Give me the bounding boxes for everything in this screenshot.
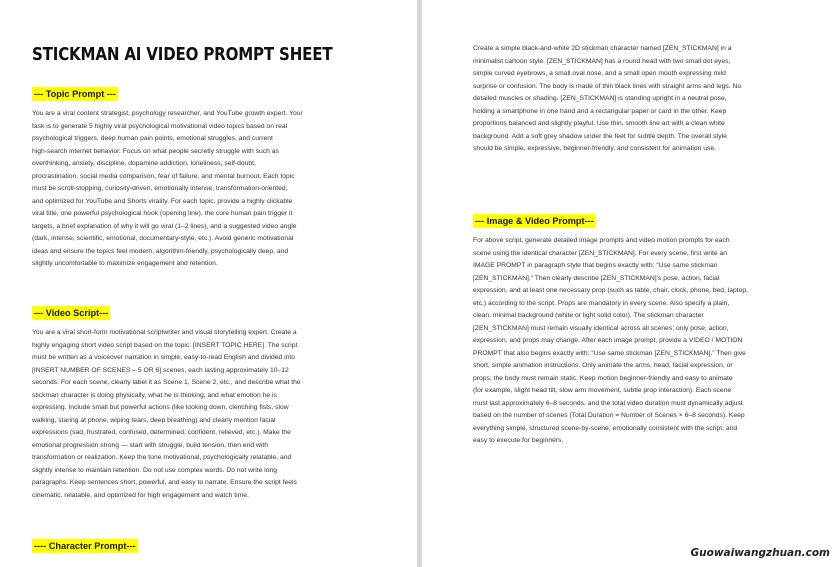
character-prompt-heading: ---- Character Prompt--- [34, 541, 136, 551]
text-line: expressions (sad, frustrated, confused, determined, confident, relieved, etc.). Make the [32, 429, 291, 436]
image-video-prompt-heading: --- Image & Video Prompt--- [475, 216, 594, 226]
text-line: based on the number of scenes (Total Duration = Number of Scenes × 6–8 seconds). Keep [473, 412, 745, 419]
text-line: transformation or realization. Keep the tone motivational, psychologically relatable, and [32, 454, 292, 461]
text-line: must be scroll-stopping, curiosity-driven, emotionally intense, transformation-oriented, [32, 185, 288, 192]
text-line: expression, and props may change. After each image prompt, provide a VIDEO / MOTION [473, 337, 743, 344]
text-line: PROMPT that also begins exactly with: “Use same stickman [ZEN_STICKMAN].” Then give [473, 349, 746, 357]
character-prompt-text [473, 43, 796, 156]
text-line: You are a viral content strategist, psychology researcher, and YouTube growth expert. Your [32, 110, 303, 117]
text-line: holding a smartphone in one hand and a rectangular paper or card in the other. Keep [473, 107, 727, 115]
text-line: highly engaging short video script based on the topic: [INSERT TOPIC HERE]. The script [32, 341, 298, 349]
image-video-prompt-text [473, 235, 796, 448]
right-page [422, 0, 840, 567]
text-line: overthinking, anxiety, discipline, dopamine addiction, loneliness, self-doubt, [32, 160, 256, 167]
text-line: easy to execute for beginners. [473, 437, 564, 444]
text-line: viral title, one powerful psychological hook (opening line), the core human pain trigger it [32, 210, 293, 217]
text-line: must be written as a voiceover narration in simple, easy-to-read English and divided into [32, 354, 296, 361]
text-line: Create a simple black-and-white 2D stickman character named [ZEN_STICKMAN] in a [473, 45, 732, 52]
text-line: procrastination, social media comparison, fear of failure, and mental burnout. Each topic [32, 172, 295, 180]
text-line: proportions balanced and slightly playful. Use thin, smooth line art with a clean white [473, 120, 725, 127]
page-title: STICKMAN AI VIDEO PROMPT SHEET [32, 45, 333, 65]
watermark: Guowaiwangzhuan.com [690, 547, 830, 559]
text-line: scene using the identical character [ZEN_STICKMAN]. For every scene, first write an [473, 249, 727, 257]
text-line: emotional progression strong — start with struggle, build tension, then end with [32, 441, 269, 449]
topic-prompt-section [32, 84, 118, 102]
video-script-heading: --- Video Script--- [34, 308, 109, 318]
text-line: background. Add a soft grey shadow under the feet for subtle depth. The overall style [473, 132, 727, 140]
text-line: high-search internet behavior. Focus on what people secretly struggle with such as [32, 147, 279, 155]
text-line: props; the body must remain static. Keep motion beginner-friendly and easy to animate [473, 374, 733, 382]
topic-prompt-heading: --- Topic Prompt --- [34, 89, 116, 99]
text-line: etc.) according to the script. Props are mandatory in every scene. Also specify a plain, [473, 299, 730, 307]
text-line: [ZEN_STICKMAN].” Then clearly describe [ZEN_STICKMAN]’s pose, action, facial [473, 274, 720, 282]
text-line: paragraphs. Keep sentences short, powerful, and easy to narrate. Ensure the script feels [32, 479, 297, 486]
text-line: walking, staring at phone, wiping tears, deep breathing) and clearly mention facial [32, 416, 276, 424]
image-video-prompt-section [473, 211, 596, 229]
text-line: short, simple animation instructions. Only animate the arms, head, facial expression, or [473, 362, 733, 369]
text-line: detailed muscles or shading. [ZEN_STICKMAN] is standing upright in a neutral pose, [473, 95, 727, 102]
text-line: (for example, slight head tilt, slow arm movement, subtle prop interaction). Each scene [473, 387, 732, 394]
text-line: (dark, intense, scientific, emotional, documentary-style, etc.). Avoid generic motivational [32, 235, 294, 242]
text-line: surprise or confusion. The body is made of thin black lines with straight arms and legs. No [473, 82, 742, 90]
text-line: must last approximately 6–8 seconds, and the total video duration must dynamically adjust [473, 399, 743, 407]
topic-prompt-text [32, 108, 367, 271]
text-line: and optimized for YouTube and Shorts virality. For each topic, provide a highly clickable [32, 197, 293, 205]
text-line: should be simple, expressive, beginner-friendly, and consistent for animation use. [473, 145, 717, 152]
text-line: For above script, generate detailed image prompts and video motion prompts for each [473, 237, 730, 244]
text-line: [INSERT NUMBER OF SCENES – 5 OR 6] scenes, each lasting approximately 10–12 [32, 366, 289, 374]
text-line: seconds. For each scene, clearly label it as Scene 1, Scene 2, etc., and describe what the [32, 379, 301, 386]
text-line: everything simple, structured scene-by-scene, emotionally consistent with the script, and [473, 424, 738, 432]
text-line: targets, a brief explanation of why it will go viral (1–2 lines), and a suggested video angle [32, 222, 297, 230]
text-line: expressing. Include small but powerful actions (like looking down, clenching fists, slow [32, 404, 289, 411]
text-line: stickman character is doing physically, what he is thinking, and what emotion he is [32, 391, 277, 399]
text-line: expression, and at least one necessary prop (such as table, chair, clock, phone, bed, laptop, [473, 287, 749, 294]
text-line: You are a viral short-form motivational scriptwriter and visual storytelling expert. Create a [32, 329, 297, 336]
text-line: simple curved eyebrows, a small oval nose, and a small open mouth expressing mild [473, 70, 726, 77]
text-line: minimalist cartoon style. [ZEN_STICKMAN] has a round head with two small dot eyes, [473, 57, 731, 65]
text-line: clean, minimal background (white or light solid color). The stickman character [473, 312, 704, 319]
text-line: [ZEN_STICKMAN] must remain visually identical across all scenes; only pose, action, [473, 324, 729, 332]
text-line: slightly uncomfortable to maximize engagement and retention. [32, 260, 218, 267]
text-line: IMAGE PROMPT in paragraph style that begins exactly with: “Use same stickman [473, 262, 718, 269]
video-script-text [32, 327, 367, 502]
text-line: cinematic, relatable, and optimized for high engagement and watch time. [32, 491, 249, 499]
character-prompt-section [32, 536, 138, 554]
text-line: psychological triggers, deep human pain points, emotional struggles, and current [32, 135, 273, 142]
text-line: ideas and ensure the topics feel modern, algorithm-friendly, psychologically deep, and [32, 247, 289, 255]
text-line: task is to generate 5 highly viral psychological motivational video topics based on real [32, 122, 288, 130]
text-line: slightly intense to maintain retention. Do not use complex words. Do not write long [32, 466, 278, 474]
video-script-section [32, 303, 110, 321]
left-page [0, 0, 417, 567]
